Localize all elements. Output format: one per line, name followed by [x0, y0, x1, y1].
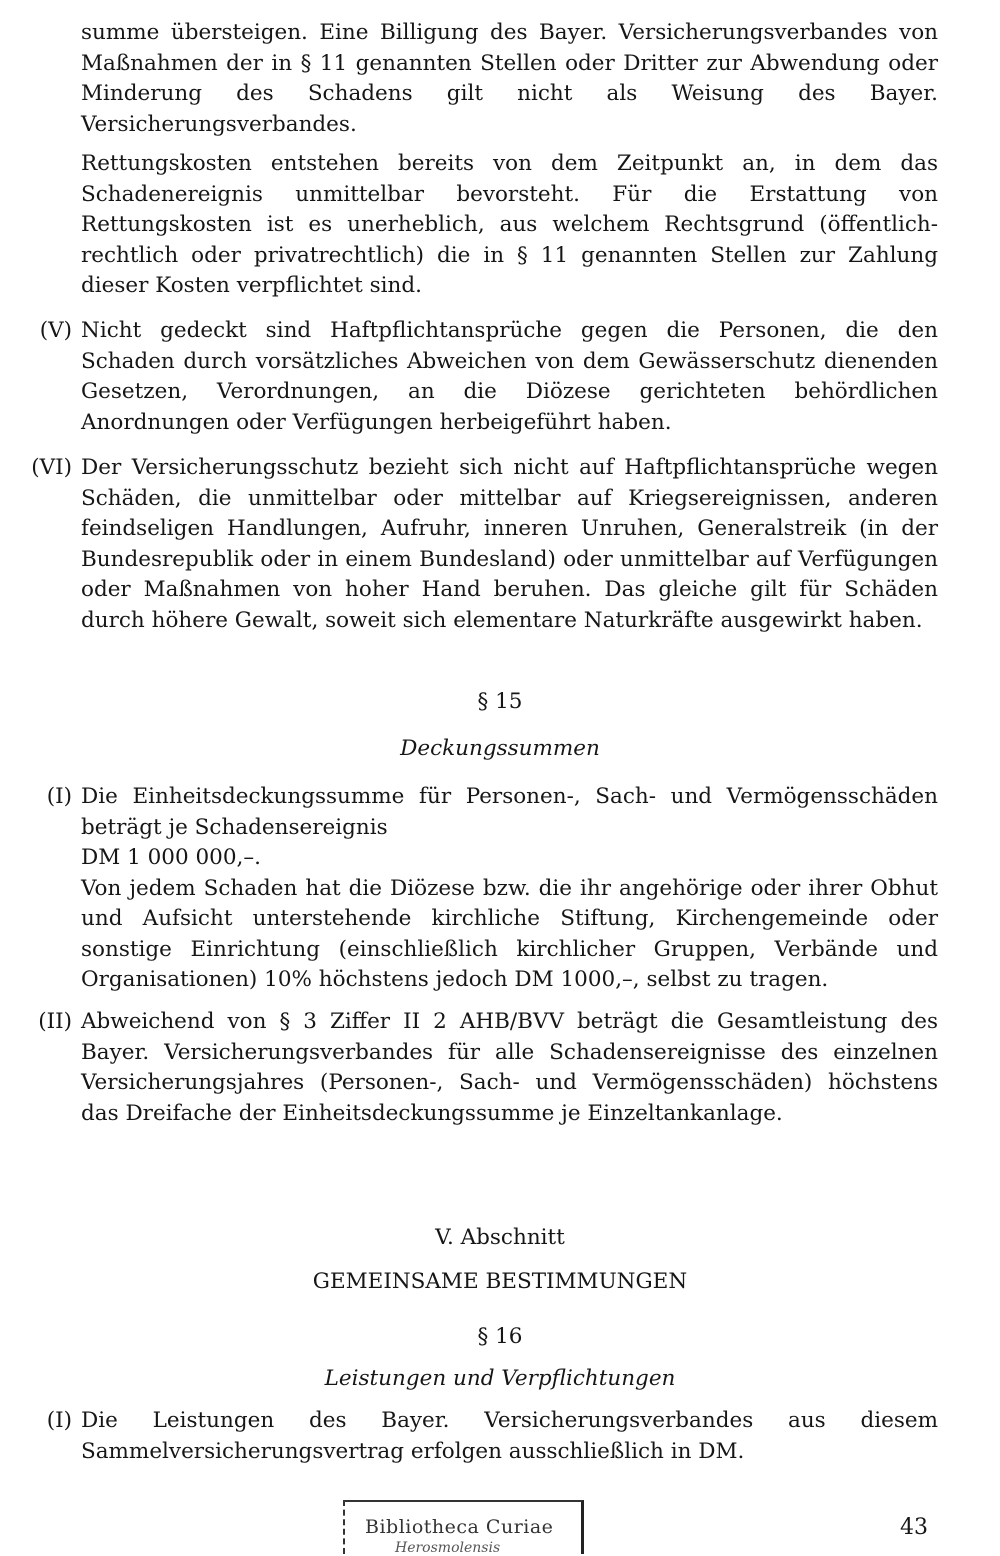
- s15-clause-number-ii: (II): [38, 1009, 72, 1034]
- clause-number-vi: (VI): [31, 455, 72, 480]
- s15-clause-number-i: (I): [46, 784, 72, 809]
- section-16-number: § 16: [477, 1324, 523, 1349]
- clause-number-v: (V): [39, 318, 72, 343]
- clause-v-text: Nicht gedeckt sind Haftpflichtansprüche gegen die Personen, die den Schaden durch vorsätzliches Abweichen von dem Gewässerschutz dienenden Gesetzen, Verordnungen, an die Diözese gerichteten behördlichen Anordnungen oder Verfügungen herbeigeführt haben.: [81, 318, 938, 435]
- s16-clause-number-i: (I): [46, 1408, 72, 1433]
- abschnitt-title: GEMEINSAME BESTIMMUNGEN: [312, 1269, 688, 1294]
- s15-clause-i-amount: DM 1 000 000,–.: [81, 845, 261, 870]
- section-15-number: § 15: [477, 689, 523, 714]
- page-number: 43: [900, 1515, 928, 1540]
- clause-vi-text: Der Versicherungsschutz bezieht sich nicht auf Haftpflichtansprüche wegen Schäden, die unmittelbar oder mittelbar auf Kriegsereignissen, anderen feindseligen Handlungen, Aufruhr, inneren Unruhen, Generalstreik (in der Bundesrepublik oder in einem Bundesland) oder unmittelbar auf Verfügungen oder Maßnahmen von hoher Hand beruhen. Das gleiche gilt für Schäden durch höhere Gewalt, soweit sich elementare Naturkräfte ausgewirkt haben.: [81, 455, 938, 633]
- stamp-line1: Bibliotheca Curiae: [365, 1516, 554, 1538]
- library-stamp: [343, 1500, 584, 1554]
- section-15-title: Deckungssummen: [400, 736, 600, 761]
- paragraph-intro: summe übersteigen. Eine Billigung des Bayer. Versicherungsverbandes von Maßnahmen der in § 11 genannten Stellen oder Dritter zur Abwendung oder Minderung des Schadens gilt nicht als Weisung des Bayer. Versicherungsverbandes.: [81, 20, 938, 137]
- stamp-line2: Herosmolensis: [395, 1540, 501, 1556]
- s15-clause-i-line1: Die Einheitsdeckungssumme für Personen-, Sach- und Vermögensschäden beträgt je Schadensereignis: [81, 784, 938, 840]
- s15-clause-ii-text: Abweichend von § 3 Ziffer II 2 AHB/BVV beträgt die Gesamtleistung des Bayer. Versicherungsverbandes für alle Schadensereignisse des einzelnen Versicherungsjahres (Personen-, Sach- und Vermögensschäden) höchstens das Dreifache der Einheitsdeckungssumme je Einzeltankanlage.: [81, 1009, 938, 1126]
- s15-clause-i: [81, 782, 938, 996]
- section-16-title: Leistungen und Verpflichtungen: [324, 1366, 676, 1391]
- paragraph-rettungskosten: Rettungskosten entstehen bereits von dem Zeitpunkt an, in dem das Schadenereignis unmittelbar bevorsteht. Für die Erstattung von Rettungskosten ist es unerheblich, aus welchem Rechtsgrund (öffentlich-rechtlich oder privatrechtlich) die in § 11 genannten Stellen zur Zahlung dieser Kosten verpflichtet sind.: [81, 151, 938, 298]
- s16-clause-i-text: Die Leistungen des Bayer. Versicherungsverbandes aus diesem Sammelversicherungsvertrag erfolgen ausschließlich in DM.: [81, 1408, 938, 1464]
- abschnitt-heading: V. Abschnitt: [435, 1225, 565, 1250]
- s15-clause-i-line2: Von jedem Schaden hat die Diözese bzw. die ihr angehörige oder ihrer Obhut und Aufsicht unterstehende kirchliche Stiftung, Kirchengemeinde oder sonstige Einrichtung (einschließlich kirchlicher Gruppen, Verbände und Organisationen) 10% höchstens jedoch DM 1000,–, selbst zu tragen.: [81, 875, 938, 992]
